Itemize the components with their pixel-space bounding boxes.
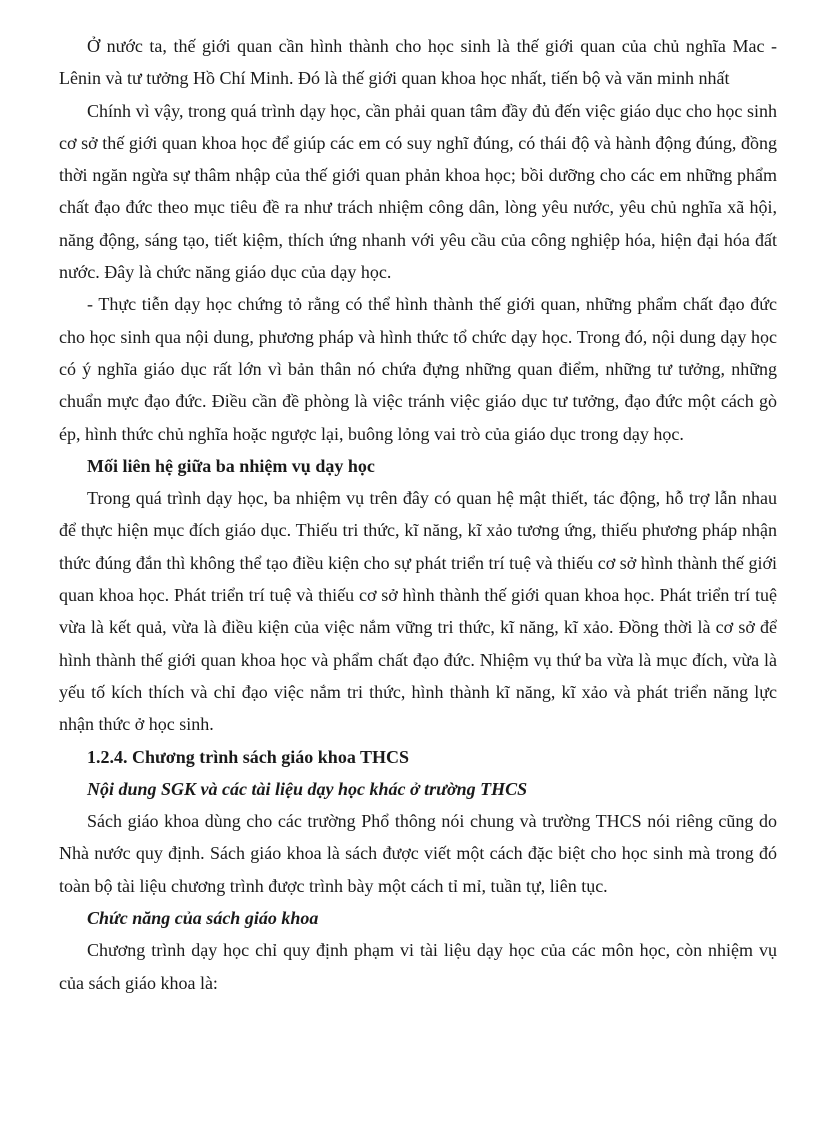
section-heading-textbook-program: 1.2.4. Chương trình sách giáo khoa THCS: [87, 746, 410, 767]
paragraph-education-function: Chính vì vậy, trong quá trình dạy học, cần phải quan tâm đầy đủ đến việc giáo dục cho học sinh cơ sở thế giới quan khoa học để giúp các em có suy nghĩ đúng, có thái độ và hành động đúng, đồng thời ngăn ngừa sự thâm nhập của thế giới quan phản khoa học; bồi dưỡng cho các em những phẩm chất đạo đức theo mục tiêu đề ra như trách nhiệm công dân, lòng yêu nước, yêu chủ nghĩa xã hội, năng động, sáng tạo, tiết kiệm, thích ứng nhanh với yêu cầu của công nghiệp hóa, hiện đại hóa đất nước. Đây là chức năng giáo dục của dạy học.: [59, 100, 777, 283]
subheading-textbook-function: Chức năng của sách giáo khoa: [87, 908, 319, 929]
paragraph-three-tasks-relationship: Trong quá trình dạy học, ba nhiệm vụ trên đây có quan hệ mật thiết, tác động, hỗ trợ lẫn nhau để thực hiện mục đích giáo dục. Thiếu tri thức, kĩ năng, kĩ xảo tương ứng, thiếu phương pháp nhận thức đúng đắn thì không thể tạo điều kiện cho sự phát triển trí tuệ và thiếu cơ sở hình thành thế giới quan khoa học. Phát triển trí tuệ và thiếu cơ sở hình thành thế giới quan khoa học. Phát triển trí tuệ vừa là kết quả, vừa là điều kiện của việc nắm vững tri thức, kĩ năng, kĩ xảo. Đồng thời là cơ sở để hình thành thế giới quan khoa học và phẩm chất đạo đức. Nhiệm vụ thứ ba vừa là mục đích, vừa là yếu tố kích thích và chỉ đạo việc nắm tri thức, hình thành kĩ năng, kĩ xảo và phát triển năng lực nhận thức ở học sinh.: [59, 488, 777, 735]
paragraph-textbook-content: Sách giáo khoa dùng cho các trường Phổ thông nói chung và trường THCS nói riêng cũng do Nhà nước quy định. Sách giáo khoa là sách được viết một cách đặc biệt cho học sinh mà trong đó toàn bộ tài liệu chương trình được trình bày một cách tỉ mỉ, tuần tự, liên tục.: [59, 811, 777, 896]
document-page: [59, 30, 777, 999]
heading-three-tasks-relationship: Mối liên hệ giữa ba nhiệm vụ dạy học: [87, 455, 375, 476]
paragraph-textbook-function: Chương trình dạy học chỉ quy định phạm vi tài liệu dạy học của các môn học, còn nhiệm vụ của sách giáo khoa là:: [59, 940, 777, 993]
subheading-textbook-content: Nội dung SGK và các tài liệu dạy học khác ở trường THCS: [87, 778, 528, 799]
paragraph-teaching-practice: - Thực tiễn dạy học chứng tỏ rằng có thể hình thành thế giới quan, những phẩm chất đạo đức cho học sinh qua nội dung, phương pháp và hình thức tổ chức dạy học. Trong đó, nội dung dạy học có ý nghĩa giáo dục rất lớn vì bản thân nó chứa đựng những quan điểm, những tư tưởng, những chuẩn mực đạo đức. Điều cần đề phòng là việc tránh việc giáo dục tư tưởng, đạo đức một cách gò ép, hình thức chủ nghĩa hoặc ngược lại, buông lỏng vai trò của giáo dục trong dạy học.: [59, 294, 777, 444]
paragraph-worldview: Ở nước ta, thế giới quan cần hình thành cho học sinh là thế giới quan của chủ nghĩa Mac - Lênin và tư tưởng Hồ Chí Minh. Đó là thế giới quan khoa học nhất, tiến bộ và văn minh nhất: [59, 36, 777, 89]
